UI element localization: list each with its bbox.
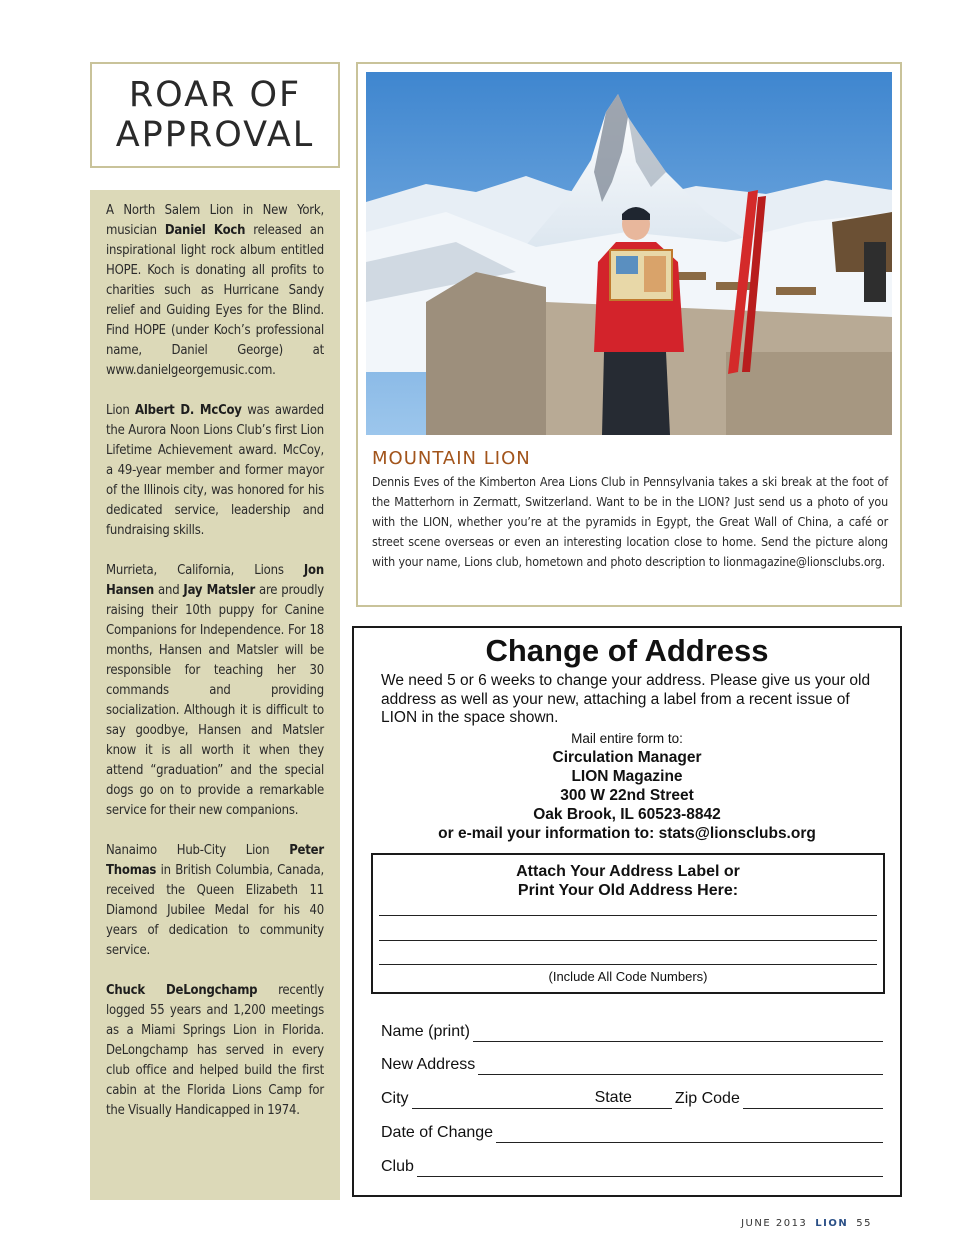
feature-heading: MOUNTAIN LION <box>372 448 531 469</box>
mail-line: 300 W 22nd Street <box>560 787 694 804</box>
item-text: Nanaimo Hub-City Lion <box>106 843 290 858</box>
old-address-line[interactable] <box>379 915 877 916</box>
item-text: and <box>154 583 184 598</box>
mountain-lion-feature <box>356 62 902 607</box>
section-title-line2: APPROVAL <box>115 115 315 155</box>
item-name: Jon Hansen <box>106 563 324 598</box>
city-input-line[interactable] <box>412 1092 592 1109</box>
stone-pillar <box>726 352 892 435</box>
section-title-box <box>90 62 340 168</box>
date-input-line[interactable] <box>496 1126 883 1143</box>
matterhorn-photo <box>366 72 892 435</box>
news-item <box>106 841 324 961</box>
item-text: in British Columbia, Canada, received the Queen Elizabeth 11 Diamond Jubilee Medal for his 40 years of dedication to community service. <box>106 863 324 958</box>
lantern <box>864 242 886 302</box>
zip-label: Zip Code <box>674 1090 740 1107</box>
mailing-info <box>354 730 900 843</box>
city-state-zip-field <box>381 1087 883 1109</box>
date-label: Date of Change <box>381 1124 494 1141</box>
item-text: A North Salem Lion in New York, musician <box>106 203 324 238</box>
item-text: Lion <box>106 403 135 418</box>
news-item <box>106 201 324 381</box>
city-label: City <box>381 1090 409 1107</box>
feature-caption: Dennis Eves of the Kimberton Area Lions Club in Pennsylvania takes a ski break at the foot of the Matterhorn in Zermatt, Switzerland. Want to be in the LION? Just send us a photo of you with the LION, whether you’re at the pyramids in Egypt, the Great Wall of China, a café or street scene overseas or even an interesting location close to home. Send the picture along with your name, Lions club, hometown and photo description to lionmagazine@lionsclubs.org. <box>372 474 888 569</box>
page-number: 55 <box>856 1218 872 1229</box>
date-field <box>381 1121 883 1143</box>
mail-line: Circulation Manager <box>552 749 702 766</box>
magazine-page <box>644 256 666 292</box>
item-name: Peter Thomas <box>106 843 324 878</box>
change-of-address-form <box>352 626 902 1197</box>
mail-label: Mail entire form to: <box>571 731 683 746</box>
form-intro: We need 5 or 6 weeks to change your address. Please give us your old address as well as your new, attaching a label from a recent issue of LION in the space shown. <box>381 672 871 726</box>
club-label: Club <box>381 1158 414 1175</box>
item-name: Chuck DeLongchamp <box>106 983 258 998</box>
section-title-line1: ROAR OF <box>128 75 302 115</box>
item-text: are proudly raising their 10th puppy for Canine Companions for Independence. For 18 months, Hansen and Matsler will be responsible for teaching her 30 commands and providing socialization. Although it is difficult to say goodbye, Hansen and Matsler know it is all worth it when they attend “graduation” and the special dogs go on to provide a remarkable service for their new companions. <box>106 583 324 818</box>
new-address-field <box>381 1053 883 1075</box>
state-label: State <box>592 1088 672 1109</box>
roar-of-approval-sidebar <box>90 190 340 1200</box>
item-name: Jay Matsler <box>183 583 256 598</box>
mail-line: LION Magazine <box>571 768 683 785</box>
item-text: Murrieta, California, Lions <box>106 563 304 578</box>
magazine-name: LION <box>815 1218 849 1229</box>
label-box-title-line: Attach Your Address Label or <box>516 863 740 880</box>
old-address-line[interactable] <box>379 940 877 941</box>
item-name: Daniel Koch <box>164 223 246 238</box>
label-box-title <box>373 862 883 900</box>
mail-line: Oak Brook, IL 60523-8842 <box>533 806 721 823</box>
news-item <box>106 561 324 821</box>
stone-wall-left <box>426 272 546 435</box>
item-text: released an inspirational light rock album entitled HOPE. Koch is donating all profits to charities such as Hurricane Sandy relief and Guiding Eyes for the Blind. Find HOPE (under Koch’s professional name, Daniel George) at www.danielgeorgemusic.com. <box>106 223 324 378</box>
photo-illustration <box>366 72 892 435</box>
club-field <box>381 1155 883 1177</box>
terrace-table <box>776 287 816 295</box>
new-address-label: New Address <box>381 1056 476 1073</box>
page-footer <box>741 1218 872 1229</box>
name-field <box>381 1020 883 1042</box>
magazine-photo <box>616 256 638 274</box>
label-box-note: (Include All Code Numbers) <box>548 969 708 984</box>
new-address-input-line[interactable] <box>478 1058 883 1075</box>
issue-date: JUNE 2013 <box>741 1218 808 1229</box>
item-text: recently logged 55 years and 1,200 meetings as a Miami Springs Lion in Florida. DeLongchamp has served in every club office and helped build the first cabin at the Florida Lions Camp for the Visually Handicapped in 1974. <box>106 983 324 1118</box>
old-address-line[interactable] <box>379 964 877 965</box>
item-name: Albert D. McCoy <box>135 403 242 418</box>
form-title: Change of Address <box>485 633 769 668</box>
item-text: was awarded the Aurora Noon Lions Club’s first Lion Lifetime Achievement award. McCoy, a 49-year member and former mayor of the Illinois city, was honored for his dedicated service, leadership and fundraising skills. <box>106 403 325 538</box>
club-input-line[interactable] <box>417 1160 883 1177</box>
address-label-box[interactable] <box>371 853 885 994</box>
news-item <box>106 401 324 541</box>
person-pants <box>602 352 670 435</box>
news-item <box>106 981 324 1121</box>
name-input-line[interactable] <box>473 1025 883 1042</box>
zip-input-line[interactable] <box>743 1092 883 1109</box>
mail-line: or e-mail your information to: stats@lionsclubs.org <box>438 825 816 842</box>
label-box-title-line: Print Your Old Address Here: <box>517 882 739 899</box>
name-label: Name (print) <box>381 1023 470 1040</box>
